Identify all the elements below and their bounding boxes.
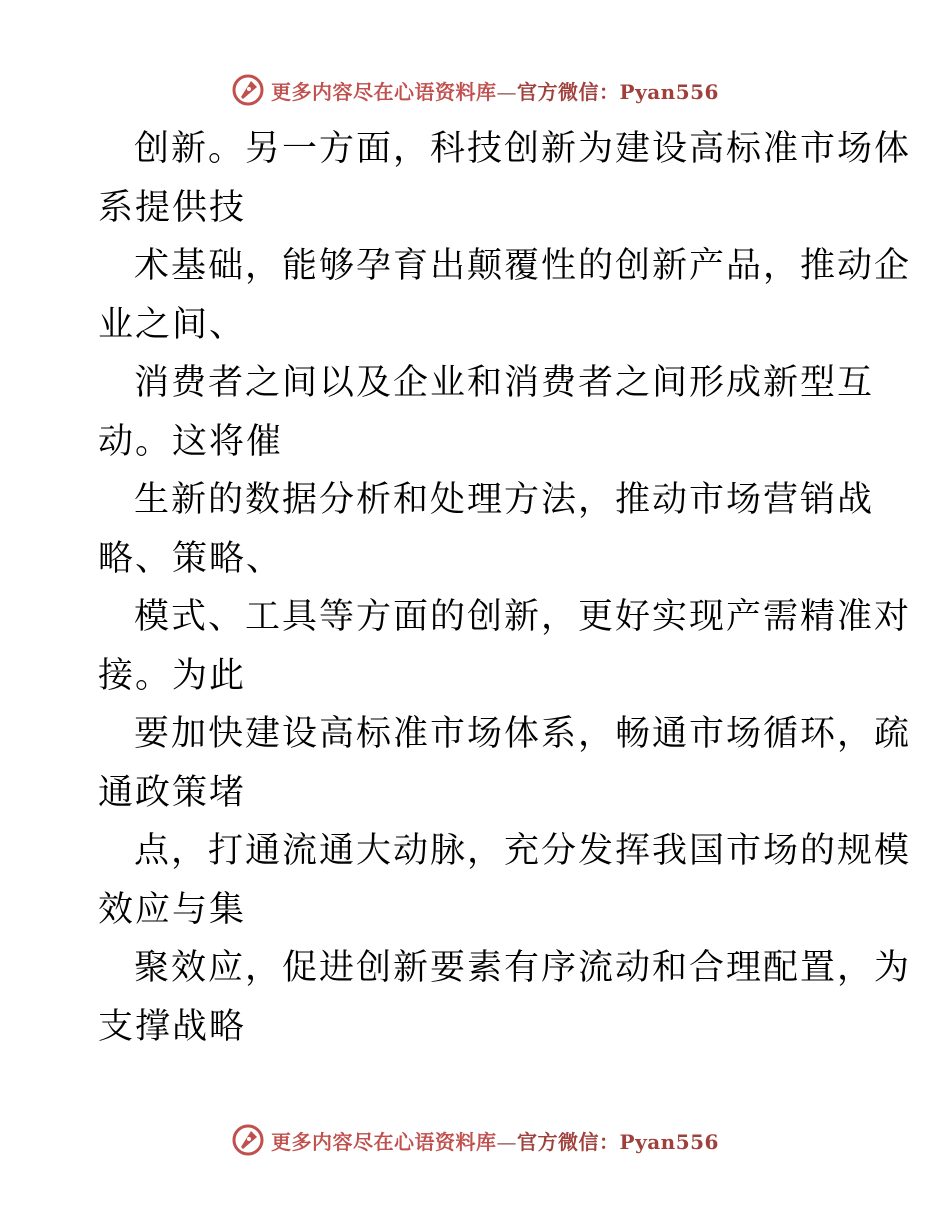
text-line: 业之间、 — [98, 304, 247, 345]
text-line: 略、策略、 — [98, 538, 284, 579]
text-line: 聚效应，促进创新要素有序流动和合理配置，为 — [134, 948, 912, 988]
document-body — [98, 120, 912, 1056]
brand-text: 更多内容尽在心语资料库 — [271, 79, 497, 104]
text-line: 支撑战略 — [98, 1006, 247, 1047]
footer-banner-text — [271, 1126, 719, 1155]
footer-banner — [0, 1120, 950, 1160]
text-line: 接。为此 — [98, 655, 247, 696]
banner-separator: — — [496, 79, 518, 104]
text-line: 动。这将催 — [98, 421, 284, 462]
text-line: 消费者之间以及企业和消费者之间形成新型互 — [134, 363, 875, 403]
text-line: 系提供技 — [98, 187, 247, 228]
pen-nib-icon — [231, 1123, 265, 1157]
text-line: 通政策堵 — [98, 772, 247, 813]
text-line: 效应与集 — [98, 889, 247, 930]
text-line: 生新的数据分析和处理方法，推动市场营销战 — [134, 480, 875, 520]
wechat-text: 官方微信：Pyan556 — [517, 1129, 719, 1154]
header-banner-text — [271, 76, 719, 105]
text-line: 点，打通流通大动脉，充分发挥我国市场的规模 — [134, 831, 912, 871]
brand-text: 更多内容尽在心语资料库 — [271, 1129, 497, 1154]
pen-nib-icon — [231, 73, 265, 107]
header-banner — [0, 70, 950, 110]
text-line: 模式、工具等方面的创新，更好实现产需精准对 — [134, 597, 912, 637]
wechat-text: 官方微信：Pyan556 — [517, 79, 719, 104]
text-line: 术基础，能够孕育出颠覆性的创新产品，推动企 — [134, 246, 912, 286]
text-line: 创新。另一方面，科技创新为建设高标准市场体 — [134, 129, 912, 169]
text-line: 要加快建设高标准市场体系，畅通市场循环，疏 — [134, 714, 912, 754]
banner-separator: — — [496, 1129, 518, 1154]
